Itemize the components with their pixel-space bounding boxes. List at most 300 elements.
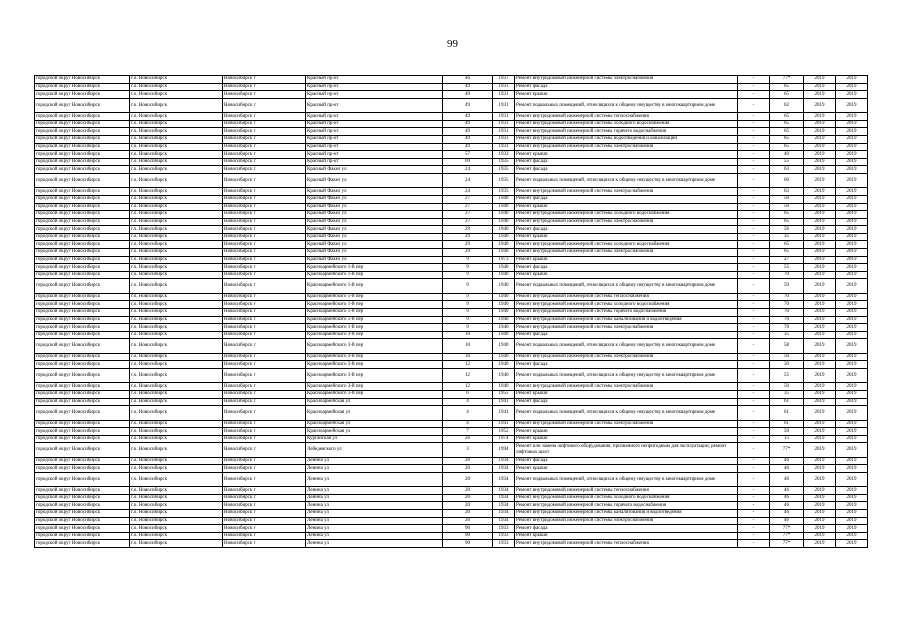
work-type-cell: Ремонт крыши <box>515 256 738 264</box>
city-cell: Новосибирск г <box>223 487 306 495</box>
end-year-cell: 2019 <box>836 91 868 99</box>
house-number-cell: 49 <box>443 143 493 151</box>
municipality-cell: городской округ Новосибирск <box>35 241 130 249</box>
house-number-cell: 9 <box>443 324 493 332</box>
start-year-cell: 2019 <box>804 398 836 406</box>
end-year-cell: 2019 <box>836 256 868 264</box>
district-cell: г.о. Новосибирск <box>130 428 223 436</box>
year-built-cell: 1940 <box>493 316 515 324</box>
dash-cell: - <box>738 271 770 279</box>
work-type-cell: Ремонт крыши <box>515 532 738 540</box>
city-cell: Новосибирск г <box>223 113 306 121</box>
end-year-cell: 2019 <box>836 241 868 249</box>
end-year-cell: 2019 <box>836 226 868 234</box>
year-built-cell: 1931 <box>493 91 515 99</box>
dash-cell: - <box>738 353 770 361</box>
house-number-cell: 12 <box>443 383 493 391</box>
house-number-cell: 46 <box>443 76 493 84</box>
start-year-cell: 2019 <box>804 309 836 317</box>
end-year-cell: 2019 <box>836 428 868 436</box>
table-row <box>35 502 868 510</box>
dash-cell: - <box>738 151 770 159</box>
start-year-cell: 2019 <box>804 443 836 457</box>
city-cell: Новосибирск г <box>223 368 306 382</box>
work-type-cell: Ремонт крыши <box>515 91 738 99</box>
district-cell: г.о. Новосибирск <box>130 457 223 465</box>
city-cell: Новосибирск г <box>223 226 306 234</box>
dash-cell: - <box>738 398 770 406</box>
house-number-cell: 9 <box>443 301 493 309</box>
house-number-cell: 90 <box>443 525 493 533</box>
end-year-cell: 2019 <box>836 353 868 361</box>
house-number-cell: 9 <box>443 264 493 272</box>
start-year-cell: 2019 <box>804 525 836 533</box>
start-year-cell: 2019 <box>804 188 836 196</box>
city-cell: Новосибирск г <box>223 83 306 91</box>
amount-cell: 60 <box>770 173 804 187</box>
municipality-cell: городской округ Новосибирск <box>35 517 130 525</box>
dash-cell: - <box>738 241 770 249</box>
dash-cell: - <box>738 120 770 128</box>
work-type-cell: Ремонт внутридомовой инженерной системы электроснабжения <box>515 218 738 226</box>
house-number-cell: 20 <box>443 510 493 518</box>
municipality-cell: городской округ Новосибирск <box>35 316 130 324</box>
work-type-cell: Ремонт крыши <box>515 151 738 159</box>
street-cell: Красноармейского 1-й пер <box>306 264 443 272</box>
city-cell: Новосибирск г <box>223 143 306 151</box>
work-type-cell: Ремонт фасада <box>515 457 738 465</box>
start-year-cell: 2019 <box>804 158 836 166</box>
house-number-cell: 26 <box>443 435 493 443</box>
table-row <box>35 324 868 332</box>
amount-cell: 63 <box>770 166 804 174</box>
work-type-cell: Ремонт крыши <box>515 233 738 241</box>
city-cell: Новосибирск г <box>223 420 306 428</box>
work-type-cell: Ремонт внутридомовой инженерной системы теплоснабжения <box>515 540 738 548</box>
end-year-cell: 2019 <box>836 472 868 486</box>
city-cell: Новосибирск г <box>223 472 306 486</box>
district-cell: г.о. Новосибирск <box>130 309 223 317</box>
municipality-cell: городской округ Новосибирск <box>35 353 130 361</box>
district-cell: г.о. Новосибирск <box>130 241 223 249</box>
street-cell: Ленина ул <box>306 540 443 548</box>
work-type-cell: Ремонт подвальных помещений, относящихся к общему имуществу в многоквартирном доме <box>515 173 738 187</box>
table-row <box>35 233 868 241</box>
year-built-cell: 1940 <box>493 353 515 361</box>
district-cell: г.о. Новосибирск <box>130 293 223 301</box>
year-built-cell: 1931 <box>493 83 515 91</box>
municipality-cell: городской округ Новосибирск <box>35 151 130 159</box>
amount-cell: 70 <box>770 301 804 309</box>
work-type-cell: Ремонт подвальных помещений, относящихся к общему имуществу в многоквартирном доме <box>515 368 738 382</box>
amount-cell: 61 <box>770 398 804 406</box>
table-row <box>35 98 868 112</box>
table-row <box>35 249 868 257</box>
street-cell: Красноармейского 1-й пер <box>306 324 443 332</box>
work-type-cell: Ремонт внутридомовой инженерной системы холодного водоснабжения <box>515 494 738 502</box>
dash-cell: - <box>738 361 770 369</box>
district-cell: г.о. Новосибирск <box>130 525 223 533</box>
district-cell: г.о. Новосибирск <box>130 406 223 420</box>
work-type-cell: Ремонт внутридомовой инженерной системы электроснабжения <box>515 353 738 361</box>
start-year-cell: 2019 <box>804 316 836 324</box>
house-number-cell: 20 <box>443 502 493 510</box>
district-cell: г.о. Новосибирск <box>130 233 223 241</box>
amount-cell: 50 <box>770 203 804 211</box>
end-year-cell: 2019 <box>836 158 868 166</box>
year-built-cell: 1940 <box>493 226 515 234</box>
table-row <box>35 76 868 84</box>
table-row <box>35 113 868 121</box>
city-cell: Новосибирск г <box>223 98 306 112</box>
start-year-cell: 2019 <box>804 540 836 548</box>
start-year-cell: 2019 <box>804 241 836 249</box>
end-year-cell: 2019 <box>836 120 868 128</box>
municipality-cell: городской округ Новосибирск <box>35 120 130 128</box>
end-year-cell: 2019 <box>836 494 868 502</box>
amount-cell: 59 <box>770 279 804 293</box>
work-type-cell: Ремонт внутридомовой инженерной системы электроснабжения <box>515 188 738 196</box>
municipality-cell: городской округ Новосибирск <box>35 510 130 518</box>
district-cell: г.о. Новосибирск <box>130 339 223 353</box>
table-row <box>35 465 868 473</box>
dash-cell: - <box>738 203 770 211</box>
street-cell: Красноармейского 1-й пер <box>306 293 443 301</box>
year-built-cell: 1934 <box>493 487 515 495</box>
dash-cell: - <box>738 502 770 510</box>
amount-cell: 46 <box>770 472 804 486</box>
end-year-cell: 2019 <box>836 390 868 398</box>
start-year-cell: 2019 <box>804 271 836 279</box>
start-year-cell: 2019 <box>804 135 836 143</box>
work-type-cell: Ремонт фасада <box>515 226 738 234</box>
dash-cell: - <box>738 264 770 272</box>
amount-cell: 65 <box>770 218 804 226</box>
dash-cell: - <box>738 301 770 309</box>
dash-cell: - <box>738 226 770 234</box>
municipality-cell: городской округ Новосибирск <box>35 301 130 309</box>
amount-cell: 50 <box>770 353 804 361</box>
district-cell: г.о. Новосибирск <box>130 249 223 257</box>
end-year-cell: 2019 <box>836 540 868 548</box>
work-type-cell: Ремонт внутридомовой инженерной системы горячего водоснабжения <box>515 502 738 510</box>
end-year-cell: 2019 <box>836 331 868 339</box>
municipality-cell: городской округ Новосибирск <box>35 83 130 91</box>
dash-cell: - <box>738 532 770 540</box>
house-number-cell: 20 <box>443 465 493 473</box>
city-cell: Новосибирск г <box>223 195 306 203</box>
end-year-cell: 2019 <box>836 525 868 533</box>
street-cell: Красный Факел ул <box>306 249 443 257</box>
district-cell: г.о. Новосибирск <box>130 264 223 272</box>
end-year-cell: 2019 <box>836 135 868 143</box>
amount-cell: 35 <box>770 233 804 241</box>
amount-cell: 46 <box>770 517 804 525</box>
street-cell: Красный Факел ул <box>306 256 443 264</box>
end-year-cell: 2019 <box>836 83 868 91</box>
dash-cell: - <box>738 83 770 91</box>
city-cell: Новосибирск г <box>223 540 306 548</box>
municipality-cell: городской округ Новосибирск <box>35 420 130 428</box>
end-year-cell: 2019 <box>836 368 868 382</box>
street-cell: Красноармейского 3-й пер <box>306 361 443 369</box>
street-cell: Красный пр-кт <box>306 120 443 128</box>
year-built-cell: 1931 <box>493 98 515 112</box>
table-row <box>35 128 868 136</box>
dash-cell: - <box>738 166 770 174</box>
year-built-cell: 1934 <box>493 457 515 465</box>
dash-cell: - <box>738 158 770 166</box>
table-row <box>35 339 868 353</box>
dash-cell: - <box>738 324 770 332</box>
street-cell: Ленина ул <box>306 487 443 495</box>
house-number-cell: 49 <box>443 128 493 136</box>
table-row <box>35 540 868 548</box>
house-number-cell: 29 <box>443 233 493 241</box>
dash-cell: - <box>738 525 770 533</box>
house-number-cell: 9 <box>443 271 493 279</box>
start-year-cell: 2019 <box>804 264 836 272</box>
start-year-cell: 2019 <box>804 368 836 382</box>
start-year-cell: 2019 <box>804 233 836 241</box>
end-year-cell: 2019 <box>836 465 868 473</box>
city-cell: Новосибирск г <box>223 233 306 241</box>
end-year-cell: 2019 <box>836 271 868 279</box>
year-built-cell: 1941 <box>493 420 515 428</box>
amount-cell: 15 <box>770 435 804 443</box>
work-type-cell: Ремонт крыши <box>515 271 738 279</box>
start-year-cell: 2019 <box>804 465 836 473</box>
year-built-cell: 1994 <box>493 443 515 457</box>
table-row <box>35 443 868 457</box>
start-year-cell: 2019 <box>804 151 836 159</box>
start-year-cell: 2019 <box>804 510 836 518</box>
work-type-cell: Ремонт внутридомовой инженерной системы электроснабжения <box>515 76 738 84</box>
house-number-cell: 29 <box>443 226 493 234</box>
city-cell: Новосибирск г <box>223 465 306 473</box>
year-built-cell: 1931 <box>493 113 515 121</box>
city-cell: Новосибирск г <box>223 211 306 219</box>
district-cell: г.о. Новосибирск <box>130 331 223 339</box>
city-cell: Новосибирск г <box>223 218 306 226</box>
start-year-cell: 2019 <box>804 472 836 486</box>
house-number-cell: 49 <box>443 135 493 143</box>
municipality-cell: городской округ Новосибирск <box>35 279 130 293</box>
year-built-cell: 1940 <box>493 361 515 369</box>
dash-cell: - <box>738 233 770 241</box>
municipality-cell: городской округ Новосибирск <box>35 188 130 196</box>
end-year-cell: 2019 <box>836 264 868 272</box>
city-cell: Новосибирск г <box>223 428 306 436</box>
start-year-cell: 2019 <box>804 331 836 339</box>
street-cell: Красный Факел ул <box>306 173 443 187</box>
amount-cell: 61 <box>770 406 804 420</box>
end-year-cell: 2019 <box>836 517 868 525</box>
district-cell: г.о. Новосибирск <box>130 540 223 548</box>
street-cell: Красноармейская ул <box>306 420 443 428</box>
municipality-cell: городской округ Новосибирск <box>35 91 130 99</box>
end-year-cell: 2019 <box>836 301 868 309</box>
end-year-cell: 2019 <box>836 279 868 293</box>
house-number-cell: 9 <box>443 279 493 293</box>
street-cell: Красный Факел ул <box>306 218 443 226</box>
work-type-cell: Ремонт внутридомовой инженерной системы канализования и водоотведения <box>515 316 738 324</box>
start-year-cell: 2019 <box>804 532 836 540</box>
city-cell: Новосибирск г <box>223 158 306 166</box>
municipality-cell: городской округ Новосибирск <box>35 525 130 533</box>
amount-cell: 46 <box>770 487 804 495</box>
street-cell: Ленина ул <box>306 502 443 510</box>
street-cell: Красный Факел ул <box>306 241 443 249</box>
dash-cell: - <box>738 76 770 84</box>
work-type-cell: Ремонт фасада <box>515 264 738 272</box>
table-row <box>35 494 868 502</box>
amount-cell: 65 <box>770 91 804 99</box>
year-built-cell: 1935 <box>493 188 515 196</box>
year-built-cell: 1940 <box>493 293 515 301</box>
house-number-cell: 49 <box>443 120 493 128</box>
house-number-cell: 6 <box>443 390 493 398</box>
amount-cell: 58 <box>770 339 804 353</box>
dash-cell: - <box>738 218 770 226</box>
district-cell: г.о. Новосибирск <box>130 76 223 84</box>
street-cell: Красный Факел ул <box>306 226 443 234</box>
municipality-cell: городской округ Новосибирск <box>35 540 130 548</box>
house-number-cell: 29 <box>443 249 493 257</box>
amount-cell: 70 <box>770 271 804 279</box>
street-cell: Красноармейского 3-й пер <box>306 390 443 398</box>
street-cell: Красный пр-кт <box>306 143 443 151</box>
house-number-cell: 57 <box>443 151 493 159</box>
end-year-cell: 2019 <box>836 151 868 159</box>
table-row <box>35 420 868 428</box>
city-cell: Новосибирск г <box>223 188 306 196</box>
start-year-cell: 2019 <box>804 390 836 398</box>
year-built-cell: 1940 <box>493 249 515 257</box>
start-year-cell: 2019 <box>804 76 836 84</box>
street-cell: Ленина ул <box>306 472 443 486</box>
city-cell: Новосибирск г <box>223 502 306 510</box>
year-built-cell: 1934 <box>493 502 515 510</box>
city-cell: Новосибирск г <box>223 406 306 420</box>
house-number-cell: 20 <box>443 472 493 486</box>
year-built-cell: 1931 <box>493 135 515 143</box>
year-built-cell: 1940 <box>493 368 515 382</box>
work-type-cell: Ремонт крыши <box>515 465 738 473</box>
street-cell: Красный Факел ул <box>306 233 443 241</box>
dash-cell: - <box>738 390 770 398</box>
dash-cell: - <box>738 339 770 353</box>
district-cell: г.о. Новосибирск <box>130 420 223 428</box>
amount-cell: 70 <box>770 293 804 301</box>
work-type-cell: Ремонт подвальных помещений, относящихся к общему имуществу в многоквартирном доме <box>515 98 738 112</box>
city-cell: Новосибирск г <box>223 135 306 143</box>
table-row <box>35 309 868 317</box>
municipality-cell: городской округ Новосибирск <box>35 249 130 257</box>
amount-cell: 50 <box>770 428 804 436</box>
end-year-cell: 2019 <box>836 532 868 540</box>
amount-cell: 77* <box>770 76 804 84</box>
work-type-cell: Ремонт фасада <box>515 361 738 369</box>
street-cell: Красный Факел ул <box>306 203 443 211</box>
work-type-cell: Ремонт фасада <box>515 195 738 203</box>
house-number-cell: 10 <box>443 353 493 361</box>
start-year-cell: 2019 <box>804 173 836 187</box>
year-built-cell: 1934 <box>493 465 515 473</box>
district-cell: г.о. Новосибирск <box>130 301 223 309</box>
table-row <box>35 398 868 406</box>
table-row <box>35 517 868 525</box>
street-cell: Красный пр-кт <box>306 76 443 84</box>
street-cell: Красноармейского 3-й пер <box>306 368 443 382</box>
year-built-cell: 1940 <box>493 233 515 241</box>
table-row <box>35 510 868 518</box>
municipality-cell: городской округ Новосибирск <box>35 472 130 486</box>
end-year-cell: 2019 <box>836 249 868 257</box>
start-year-cell: 2019 <box>804 428 836 436</box>
district-cell: г.о. Новосибирск <box>130 158 223 166</box>
amount-cell: 46 <box>770 457 804 465</box>
street-cell: Красный Факел ул <box>306 195 443 203</box>
city-cell: Новосибирск г <box>223 271 306 279</box>
year-built-cell: 1940 <box>493 279 515 293</box>
street-cell: Ленина ул <box>306 517 443 525</box>
work-type-cell: Ремонт внутридомовой инженерной системы электроснабжения <box>515 143 738 151</box>
street-cell: Красный Факел ул <box>306 211 443 219</box>
municipality-cell: городской округ Новосибирск <box>35 361 130 369</box>
amount-cell: 35 <box>770 331 804 339</box>
district-cell: г.о. Новосибирск <box>130 98 223 112</box>
table-row <box>35 256 868 264</box>
street-cell: Красный пр-кт <box>306 151 443 159</box>
street-cell: Лебедевского ул <box>306 443 443 457</box>
start-year-cell: 2019 <box>804 406 836 420</box>
house-number-cell: 20 <box>443 487 493 495</box>
house-number-cell: 10 <box>443 339 493 353</box>
dash-cell: - <box>738 457 770 465</box>
city-cell: Новосибирск г <box>223 398 306 406</box>
dash-cell: - <box>738 279 770 293</box>
city-cell: Новосибирск г <box>223 443 306 457</box>
start-year-cell: 2019 <box>804 226 836 234</box>
table-row <box>35 83 868 91</box>
municipality-cell: городской округ Новосибирск <box>35 390 130 398</box>
end-year-cell: 2019 <box>836 128 868 136</box>
start-year-cell: 2019 <box>804 249 836 257</box>
start-year-cell: 2019 <box>804 487 836 495</box>
house-number-cell: 9 <box>443 316 493 324</box>
street-cell: Красный пр-кт <box>306 128 443 136</box>
end-year-cell: 2019 <box>836 324 868 332</box>
amount-cell: 30 <box>770 361 804 369</box>
dash-cell: - <box>738 256 770 264</box>
city-cell: Новосибирск г <box>223 241 306 249</box>
street-cell: Ленина ул <box>306 457 443 465</box>
district-cell: г.о. Новосибирск <box>130 324 223 332</box>
end-year-cell: 2019 <box>836 339 868 353</box>
district-cell: г.о. Новосибирск <box>130 361 223 369</box>
house-number-cell: 24 <box>443 173 493 187</box>
table-row <box>35 211 868 219</box>
house-number-cell: 27 <box>443 211 493 219</box>
house-number-cell: 12 <box>443 368 493 382</box>
end-year-cell: 2019 <box>836 113 868 121</box>
table-row <box>35 525 868 533</box>
city-cell: Новосибирск г <box>223 494 306 502</box>
house-number-cell: 9 <box>443 309 493 317</box>
end-year-cell: 2019 <box>836 398 868 406</box>
page-number: 99 <box>447 38 458 50</box>
